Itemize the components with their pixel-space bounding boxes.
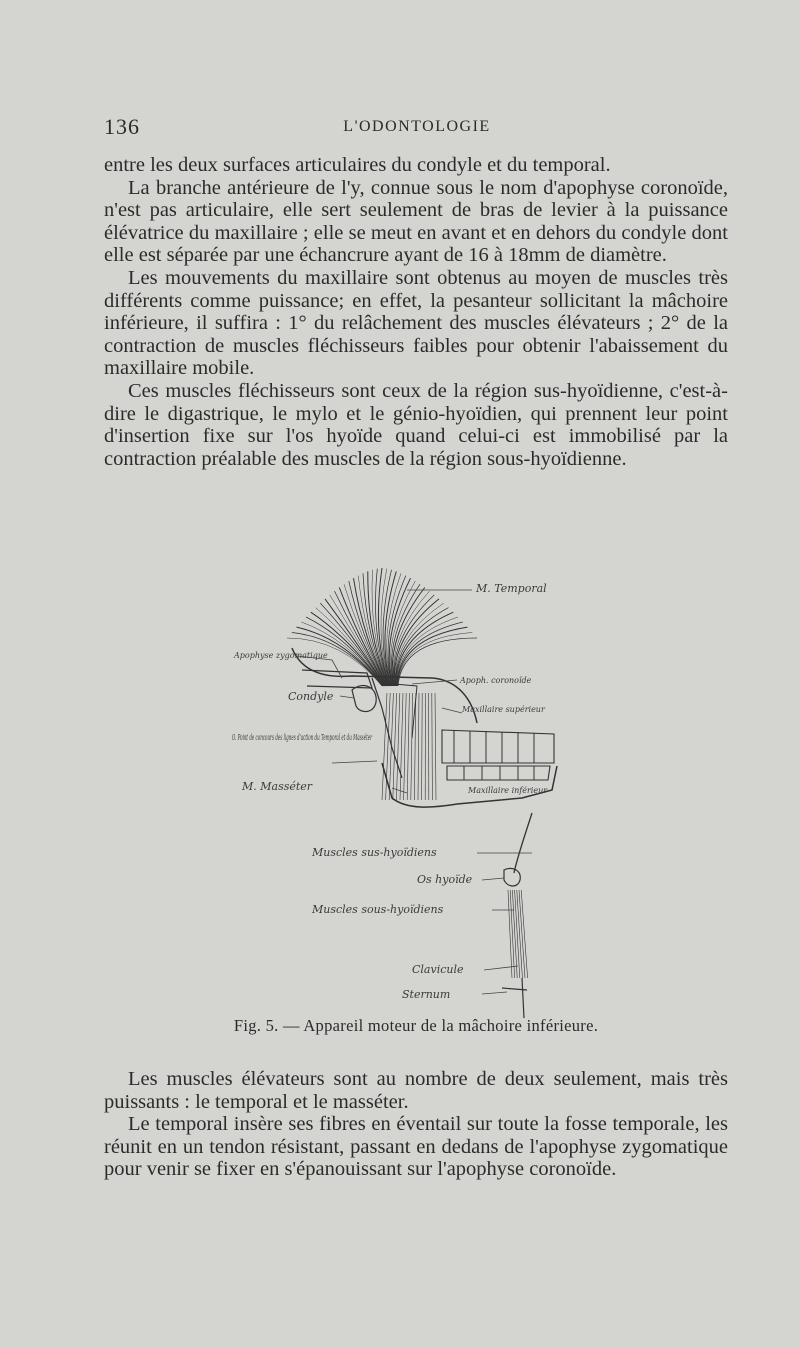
label-os-hyoide: Os hyoïde	[417, 873, 473, 886]
paragraph: entre les deux surfaces articulaires du condyle et du temporal.	[104, 154, 611, 176]
running-head	[104, 114, 730, 142]
label-muscles-sous-hyoidiens: Muscles sous-hyoïdiens	[312, 903, 444, 916]
label-temporal: M. Temporal	[476, 582, 547, 595]
paragraph: Les mouvements du maxillaire sont obtenus au moyen de muscles très différents comme puissance; en effet, la pesanteur sollicitant la mâchoire inférieure, il suffira : 1° du relâchement des muscles élévateurs ; 2° de la contraction de muscles fléchisseurs faibles pour obtenir l'abaissement du maxillaire mobile.	[104, 266, 728, 380]
label-muscles-sus-hyoidiens: Muscles sus-hyoïdiens	[312, 846, 437, 859]
sub-hyoid-muscles-drawing	[508, 890, 528, 978]
masseter-muscle-drawing	[382, 693, 436, 800]
label-apophyse-zygomatique: Apophyse zygomatique	[234, 651, 328, 660]
figure-caption: Fig. 5. — Appareil moteur de la mâchoire inférieure.	[233, 1016, 599, 1035]
hyoid-bone-drawing	[504, 868, 520, 886]
running-title: L'ODONTOLOGIE	[343, 118, 491, 135]
label-condyle: Condyle	[288, 690, 334, 703]
label-maxillaire-superieur: Maxillaire supérieur	[462, 705, 545, 714]
body-text-top	[104, 154, 728, 470]
body-text-bottom	[104, 1068, 728, 1181]
paragraph: Ces muscles fléchisseurs sont ceux de la région sus-hyoïdienne, c'est-à-dire le digastrique, le mylo et le génio-hyoïdien, qui prennent leur point d'insertion fixe sur l'os hyoïde quand celui-ci est immobilisé par la contraction préalable des muscles de la région sous-hyoïdienne.	[104, 379, 728, 470]
temporal-muscle-drawing	[287, 568, 477, 686]
paragraph: Le temporal insère ses fibres en éventail sur toute la fosse temporale, les réunit en un tendon résistant, passant en dedans de l'apophyse zygomatique pour venir se fixer en s'épanouissant sur l'apophyse coronoïde.	[104, 1113, 728, 1181]
label-sternum: Sternum	[402, 988, 451, 1001]
jaw-anatomy-figure	[232, 508, 562, 1018]
page-number: 136	[104, 114, 140, 139]
paragraph: La branche antérieure de l'y, connue sous le nom d'apophyse coronoïde, n'est pas articulaire, elle sert seulement de bras de levier à la puissance élévatrice du maxillaire ; elle se meut en avant et en dehors du condyle dont elle est séparée par une échancrure ayant de 16 à 18mm de diamètre.	[104, 176, 728, 267]
label-maxillaire-inferieur: Maxillaire inférieur	[468, 786, 548, 795]
lower-teeth-drawing	[447, 766, 550, 780]
label-apophyse-coronoide: Apoph. coronoïde	[460, 676, 532, 685]
paragraph: Les muscles élévateurs sont au nombre de deux seulement, mais très puissants : le temporal et le masséter.	[104, 1068, 728, 1113]
jaw-anatomy-illustration	[232, 508, 562, 1018]
label-masseter: M. Masséter	[242, 780, 313, 793]
label-clavicule: Clavicule	[412, 963, 464, 976]
label-point-concours: O. Point de concours des lignes d'action du Temporal et du Masséter	[232, 733, 373, 742]
upper-teeth-drawing	[442, 730, 554, 763]
